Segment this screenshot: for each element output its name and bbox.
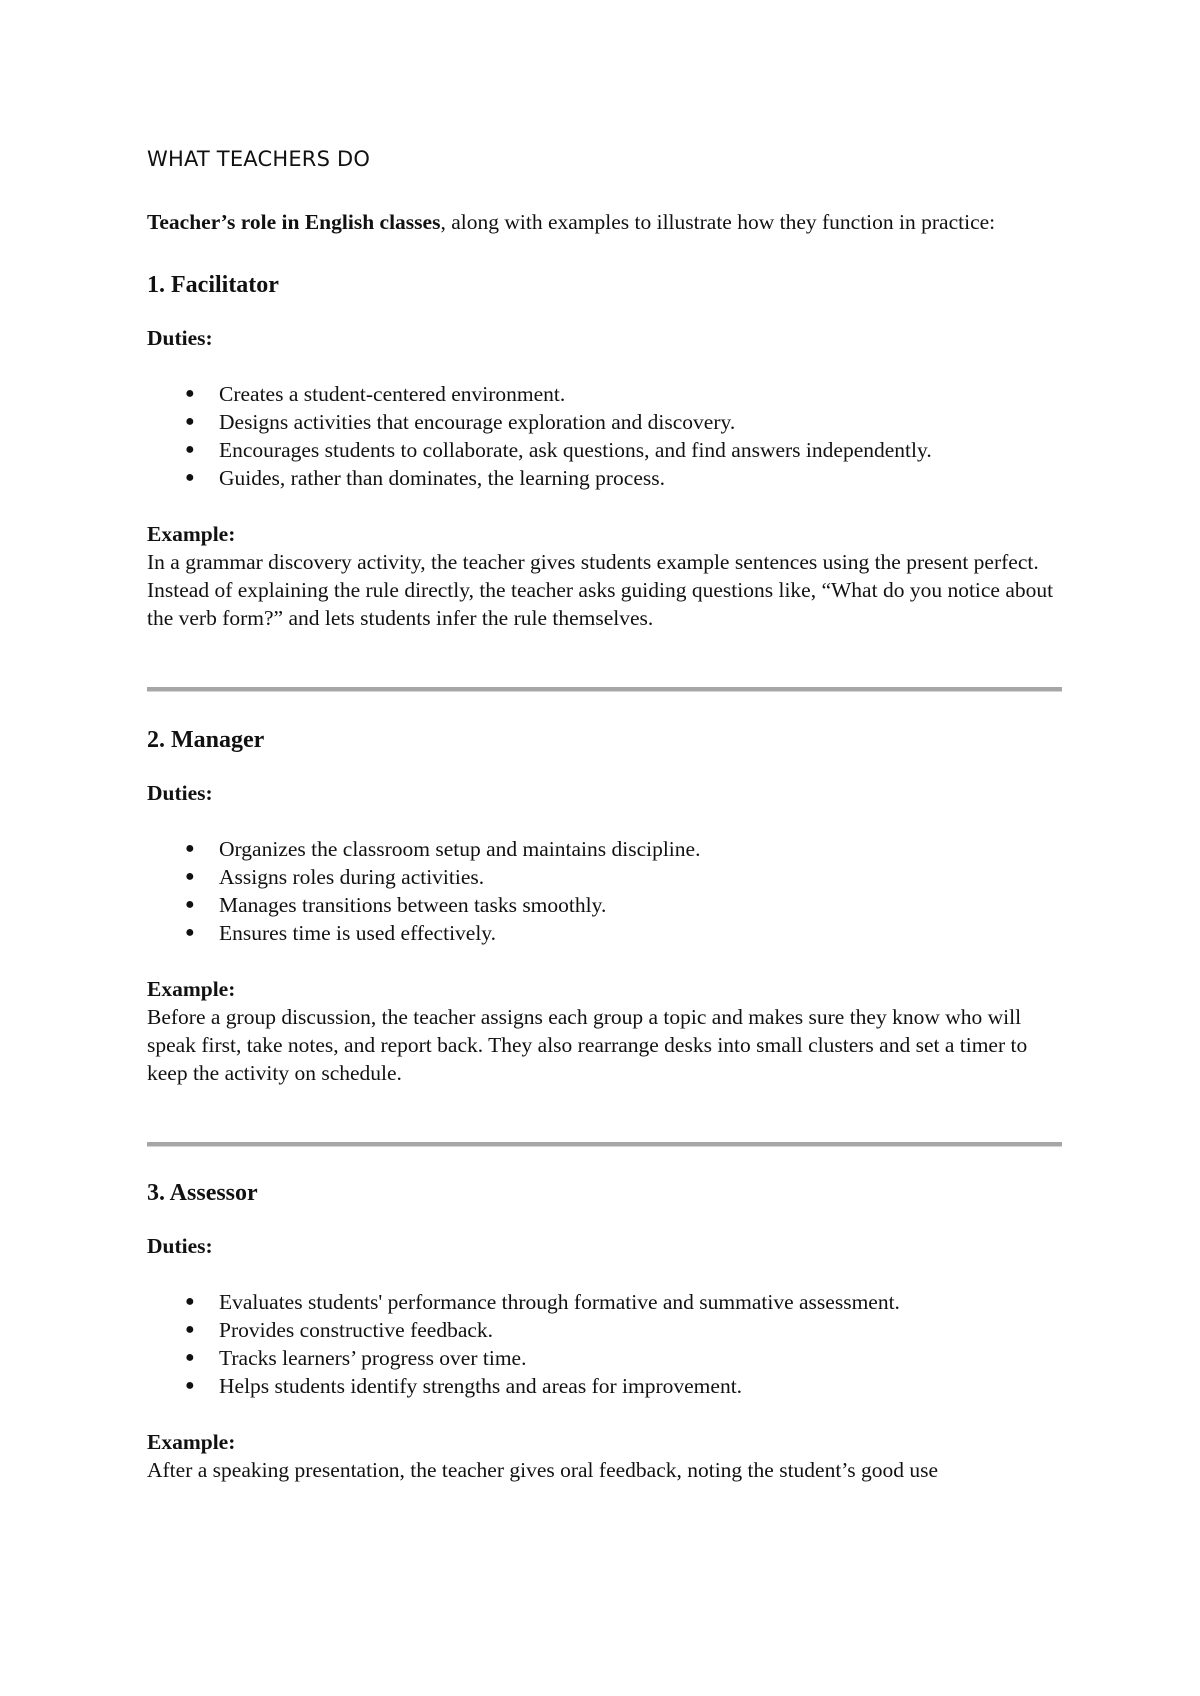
duties-label: Duties: <box>147 781 213 805</box>
duty-text: Manages transitions between tasks smoothly. <box>219 893 607 917</box>
duties-label: Duties: <box>147 326 213 350</box>
document-title: WHAT TEACHERS DO <box>147 147 371 171</box>
list-item <box>147 1344 1062 1372</box>
example-text: In a grammar discovery activity, the teacher gives students example sentences using the present perfect. Instead of explaining the rule directly, the teacher asks guiding questions like, “What do you notice about the verb form?” and lets students infer the rule themselves. <box>147 550 1054 630</box>
bullet-icon: ● <box>185 1293 195 1310</box>
duty-text: Assigns roles during activities. <box>219 865 485 889</box>
duties-list <box>147 835 1062 947</box>
bullet-icon: ● <box>185 441 195 458</box>
bullet-icon: ● <box>185 1321 195 1338</box>
section-heading: 3. Assessor <box>147 1180 258 1206</box>
list-item <box>147 835 1062 863</box>
example-text: After a speaking presentation, the teacher gives oral feedback, noting the student’s good use <box>147 1458 939 1482</box>
duty-text: Ensures time is used effectively. <box>219 921 497 945</box>
duties-list <box>147 380 1062 492</box>
duties-label: Duties: <box>147 1234 213 1258</box>
list-item <box>147 919 1062 947</box>
duty-text: Designs activities that encourage exploration and discovery. <box>219 410 736 434</box>
duties-list <box>147 1288 1062 1400</box>
horizontal-divider <box>147 687 1062 692</box>
list-item <box>147 891 1062 919</box>
list-item <box>147 1288 1062 1316</box>
bullet-icon: ● <box>185 1377 195 1394</box>
section-heading: 1. Facilitator <box>147 272 279 298</box>
bullet-icon: ● <box>185 385 195 402</box>
section-assessor <box>147 1178 1062 1484</box>
duty-text: Organizes the classroom setup and maintains discipline. <box>219 837 701 861</box>
bullet-icon: ● <box>185 413 195 430</box>
list-item <box>147 863 1062 891</box>
intro-bold-phrase: Teacher’s role in English classes <box>147 210 441 234</box>
duty-text: Tracks learners’ progress over time. <box>219 1346 527 1370</box>
duty-text: Creates a student-centered environment. <box>219 382 566 406</box>
bullet-icon: ● <box>185 840 195 857</box>
duty-text: Encourages students to collaborate, ask questions, and find answers independently. <box>219 438 932 462</box>
list-item <box>147 436 1062 464</box>
bullet-icon: ● <box>185 1349 195 1366</box>
bullet-icon: ● <box>185 868 195 885</box>
section-facilitator <box>147 270 1062 632</box>
duty-text: Guides, rather than dominates, the learning process. <box>219 466 665 490</box>
list-item <box>147 464 1062 492</box>
bullet-icon: ● <box>185 896 195 913</box>
bullet-icon: ● <box>185 469 195 486</box>
duty-text: Evaluates students' performance through formative and summative assessment. <box>219 1290 900 1314</box>
list-item <box>147 380 1062 408</box>
section-heading: 2. Manager <box>147 727 265 753</box>
example-label: Example: <box>147 522 236 546</box>
list-item <box>147 408 1062 436</box>
horizontal-divider <box>147 1142 1062 1147</box>
intro-paragraph <box>147 208 1047 236</box>
section-manager <box>147 725 1062 1087</box>
example-label: Example: <box>147 977 236 1001</box>
duty-text: Helps students identify strengths and areas for improvement. <box>219 1374 743 1398</box>
duty-text: Provides constructive feedback. <box>219 1318 494 1342</box>
example-label: Example: <box>147 1430 236 1454</box>
intro-text: , along with examples to illustrate how they function in practice: <box>440 210 996 234</box>
example-text: Before a group discussion, the teacher assigns each group a topic and makes sure they know who will speak first, take notes, and report back. They also rearrange desks into small clusters and set a timer to keep the activity on schedule. <box>147 1005 1028 1085</box>
list-item <box>147 1316 1062 1344</box>
list-item <box>147 1372 1062 1400</box>
bullet-icon: ● <box>185 924 195 941</box>
